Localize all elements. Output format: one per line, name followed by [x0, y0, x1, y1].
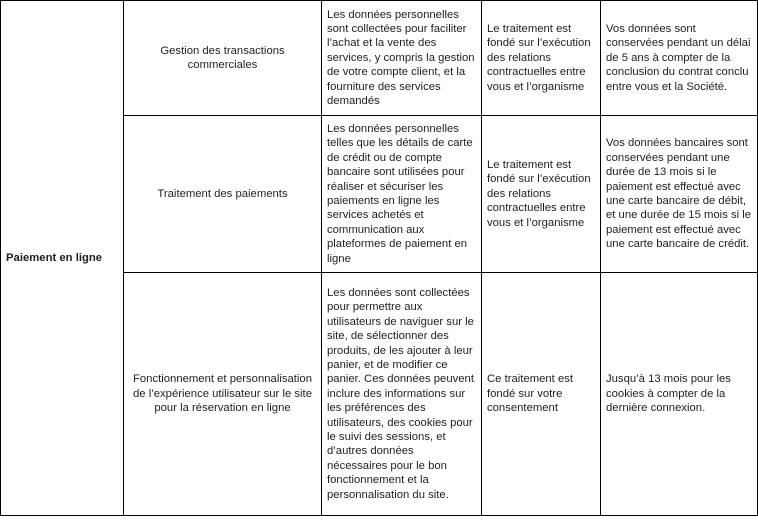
retention-cell: Vos données sont conservées pendant un délai de 5 ans à compter de la conclusion du contrat conclu entre vous et la Société.: [601, 1, 758, 116]
legal-basis-cell: Le traitement est fondé sur l’exécution des relations contractuelles entre vous et l’organisme: [482, 116, 601, 273]
retention-cell: Jusqu’à 13 mois pour les cookies à compter de la dernière connexion.: [601, 273, 758, 516]
legal-basis-cell: Le traitement est fondé sur l’exécution des relations contractuelles entre vous et l’organisme: [482, 1, 601, 116]
description-cell: Les données personnelles sont collectées pour faciliter l’achat et la vente des services, y compris la gestion de votre compte client, et la fourniture des services demandés: [322, 1, 482, 116]
purpose-cell: Traitement des paiements: [124, 116, 322, 273]
legal-basis-cell: Ce traitement est fondé sur votre consentement: [482, 273, 601, 516]
retention-cell: Vos données bancaires sont conservées pendant une durée de 13 mois si le paiement est effectué avec une carte bancaire de débit, et une durée de 15 mois si le paiement est effectué avec une carte bancaire de crédit.: [601, 116, 758, 273]
purpose-cell: Fonctionnement et personnalisation de l’expérience utilisateur sur le site pour la réservation en ligne: [124, 273, 322, 516]
purpose-cell: Gestion des transactions commerciales: [124, 1, 322, 116]
table-row: [1, 1, 758, 116]
description-cell: Les données personnelles telles que les détails de carte de crédit ou de compte bancaire sont utilisées pour réaliser et sécuriser les paiements en ligne les services achetés et communication aux plateformes de paiement en ligne: [322, 116, 482, 273]
description-cell: Les données sont collectées pour permettre aux utilisateurs de naviguer sur le site, de sélectionner des produits, de les ajouter à leur panier, et de modifier ce panier. Ces données peuvent inclure des informations sur les préférences des utilisateurs, des cookies pour le suivi des sessions, et d’autres données nécessaires pour le bon fonctionnement et la personnalisation du site.: [322, 273, 482, 516]
category-cell: Paiement en ligne: [1, 1, 124, 516]
